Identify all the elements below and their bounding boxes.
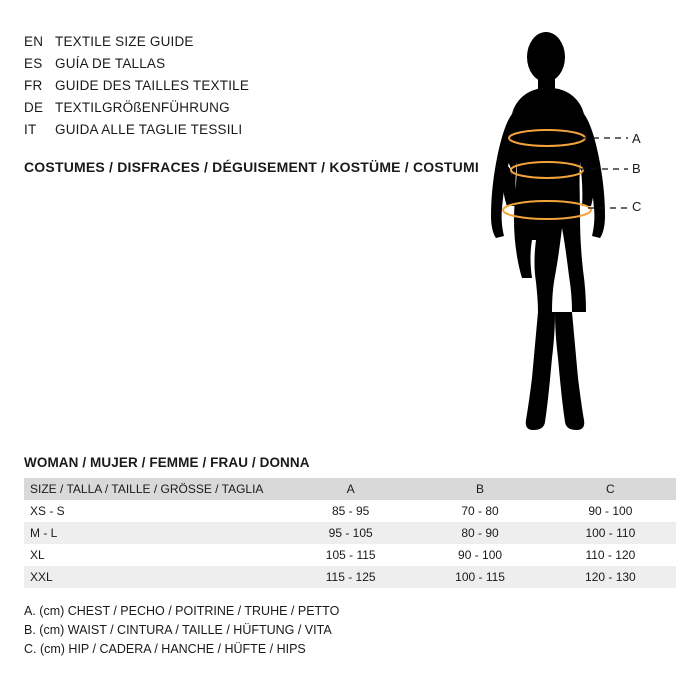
- legend-item-a: A. (cm) CHEST / PECHO / POITRINE / TRUHE / PETTO: [24, 604, 340, 618]
- size-table: [24, 478, 676, 588]
- column-header-c: C: [545, 478, 676, 500]
- language-code-it: IT: [24, 122, 37, 137]
- cell-c: 120 - 130: [545, 566, 676, 588]
- size-table-head: [24, 478, 676, 500]
- cell-b: 90 - 100: [415, 544, 544, 566]
- measure-label-c: C: [632, 199, 642, 214]
- column-header-a: A: [286, 478, 415, 500]
- measure-label-a: A: [632, 131, 641, 146]
- language-row-de: [24, 100, 454, 122]
- language-code-en: EN: [24, 34, 44, 49]
- cell-size: M - L: [24, 522, 286, 544]
- column-header-b: B: [415, 478, 544, 500]
- language-code-de: DE: [24, 100, 44, 115]
- table-row: [24, 522, 676, 544]
- legend-item-c: C. (cm) HIP / CADERA / HANCHE / HÜFTE / HIPS: [24, 642, 306, 656]
- cell-a: 95 - 105: [286, 522, 415, 544]
- language-text-fr: GUIDE DES TAILLES TEXTILE: [55, 78, 250, 93]
- table-row: [24, 566, 676, 588]
- silhouette-body: [491, 32, 605, 430]
- table-header-row: [24, 478, 676, 500]
- female-silhouette-figure: [470, 30, 680, 440]
- cell-b: 100 - 115: [415, 566, 544, 588]
- language-list: [24, 34, 454, 144]
- language-row-it: [24, 122, 454, 144]
- cell-b: 70 - 80: [415, 500, 544, 522]
- cell-c: 110 - 120: [545, 544, 676, 566]
- language-text-en: TEXTILE SIZE GUIDE: [55, 34, 194, 49]
- cell-a: 105 - 115: [286, 544, 415, 566]
- cell-size: XL: [24, 544, 286, 566]
- size-table-title: WOMAN / MUJER / FEMME / FRAU / DONNA: [24, 455, 310, 470]
- legend-item-b: B. (cm) WAIST / CINTURA / TAILLE / HÜFTUNG / VITA: [24, 623, 332, 637]
- language-text-it: GUIDA ALLE TAGLIE TESSILI: [55, 122, 243, 137]
- cell-b: 80 - 90: [415, 522, 544, 544]
- costumes-heading: COSTUMES / DISFRACES / DÉGUISEMENT / KOSTÜME / COSTUMI: [24, 159, 479, 175]
- size-table-block: [24, 455, 676, 588]
- measure-label-b: B: [632, 161, 641, 176]
- cell-c: 100 - 110: [545, 522, 676, 544]
- language-text-es: GUÍA DE TALLAS: [55, 56, 166, 71]
- cell-size: XXL: [24, 566, 286, 588]
- table-row: [24, 500, 676, 522]
- language-text-de: TEXTILGRÖßENFÜHRUNG: [55, 100, 230, 115]
- cell-size: XS - S: [24, 500, 286, 522]
- size-table-body: [24, 500, 676, 588]
- language-row-es: [24, 56, 454, 78]
- cell-a: 85 - 95: [286, 500, 415, 522]
- language-code-es: ES: [24, 56, 43, 71]
- column-header-size: SIZE / TALLA / TAILLE / GRÖSSE / TAGLIA: [24, 478, 286, 500]
- table-row: [24, 544, 676, 566]
- cell-a: 115 - 125: [286, 566, 415, 588]
- language-code-fr: FR: [24, 78, 43, 93]
- language-row-en: [24, 34, 454, 56]
- cell-c: 90 - 100: [545, 500, 676, 522]
- language-row-fr: [24, 78, 454, 100]
- measurement-legend: [24, 602, 339, 659]
